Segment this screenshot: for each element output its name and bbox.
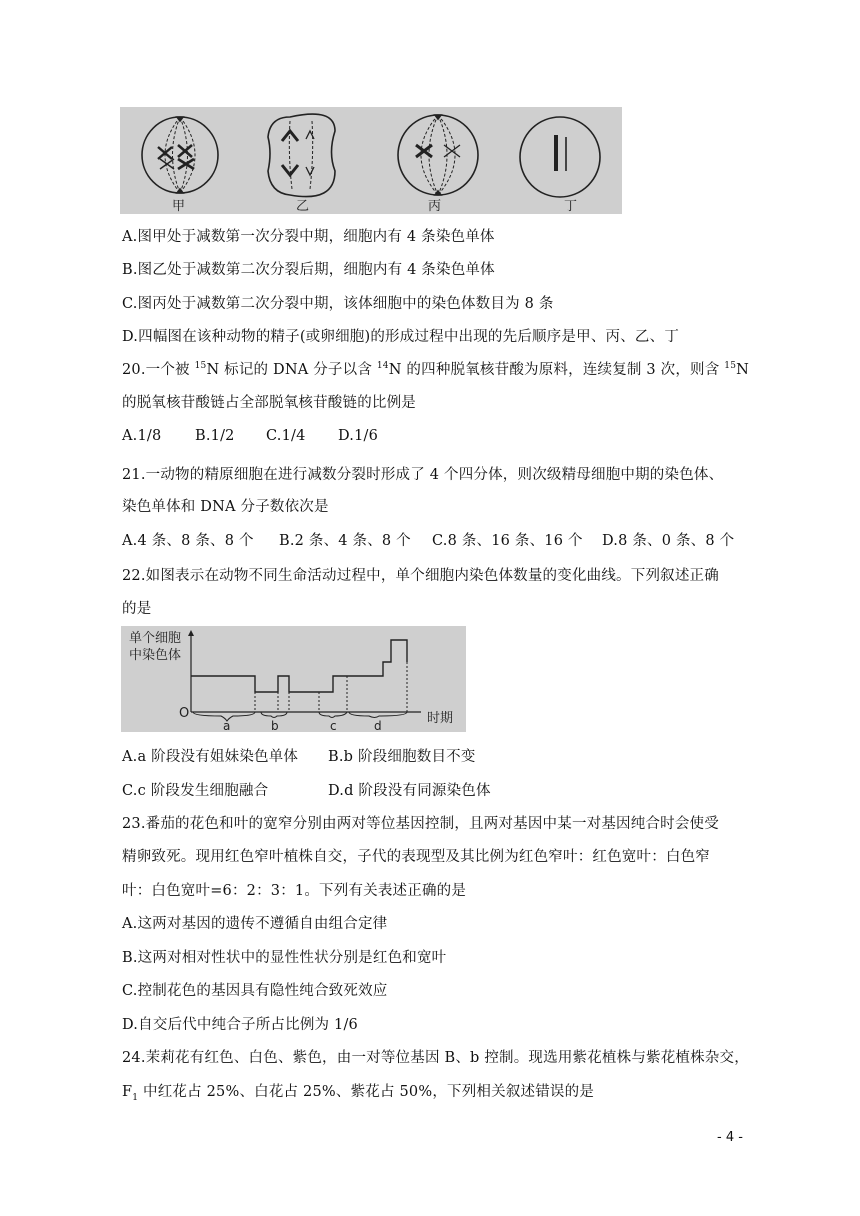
q21-option-c: C.8 条、16 条、16 个 [432,533,583,549]
q21-option-d: D.8 条、0 条、8 个 [602,533,735,549]
q22-stem-line2: 的是 [122,601,152,617]
label-ding: 丁 [564,199,578,214]
chromosome-chart-svg [121,626,466,732]
q22-options-row1 [122,745,476,766]
brace-d [349,712,407,718]
cell-bing [398,115,478,195]
q23-option-d: D.自交后代中纯合子所占比例为 1/6 [122,1017,358,1033]
segment-b: b [271,719,279,732]
cell-division-figure [120,107,622,214]
label-yi: 乙 [296,199,310,214]
q22-option-a: A.a 阶段没有姐妹染色单体 [122,749,299,765]
q23-option-a: A.这两对基因的遗传不遵循自由组合定律 [122,916,388,932]
q22-option-d: D.d 阶段没有同源染色体 [328,783,491,799]
q20-options [122,428,378,444]
q21-option-a: A.4 条、8 条、8 个 [122,533,254,549]
brace-c [319,712,347,718]
q24-stem-line1: 24.茉莉花有红色、白色、紫色，由一对等位基因 B、b 控制。现选用紫花植株与紫花植株杂交， [122,1050,749,1066]
q23-stem-line1: 23.番茄的花色和叶的宽窄分别由两对等位基因控制，且两对基因中某一对基因纯合时会使受 [122,816,719,832]
q20-option-b: B.1/2 [195,428,235,444]
q20-option-d: D.1/6 [338,428,379,444]
label-bing: 丙 [428,199,442,214]
chromosome-chart [121,626,466,732]
label-jia: 甲 [172,199,186,214]
chart-origin: O [179,706,190,721]
q23-stem-line3: 叶：白色宽叶=6：2：3：1。下列有关表述正确的是 [122,883,467,899]
brace-b [261,712,287,718]
q20-stem-line1: 20.一个被 $^{15}$N 标记的 DNA 分子以含 $^{14}$N 的四种脱氧核苷酸为原料，连续复制 3 次，则含 $^{15}$N [122,361,750,378]
chart-ylabel-line2: 中染色体 [129,648,182,663]
chart-curve [191,640,407,692]
q21-stem-line1: 21.一动物的精原细胞在进行减数分裂时形成了 4 个四分体，则次级精母细胞中期的染色体、 [122,467,724,483]
q19-option-d: D.四幅图在该种动物的精子(或卵细胞)的形成过程中出现的先后顺序是甲、丙、乙、丁 [122,329,680,345]
cell-figure-svg [120,107,622,214]
q24-stem-line2: $F_1$ 中红花占 25%、白花占 25%、紫花占 50%，下列相关叙述错误的是 [122,1084,595,1103]
cell-yi [268,114,335,197]
q23-option-c: C.控制花色的基因具有隐性纯合致死效应 [122,983,388,999]
segment-c: c [330,719,337,732]
q21-stem-line2: 染色单体和 DNA 分子数依次是 [122,499,329,515]
segment-d: d [374,719,382,732]
q20-stem-line2: 的脱氧核苷酸链占全部脱氧核苷酸链的比例是 [122,395,416,411]
segment-a: a [223,719,231,732]
q23-stem-line2: 精卵致死。现用红色窄叶植株自交，子代的表现型及其比例为红色窄叶：红色宽叶：白色窄 [122,849,710,865]
page-number: - 4 - [717,1130,743,1145]
q20-option-c: C.1/4 [266,428,306,444]
q19-option-c: C.图丙处于减数第二次分裂中期，该体细胞中的染色体数目为 8 条 [122,296,554,312]
cell-jia [142,117,218,193]
chart-y-arrow [188,630,194,636]
q22-options-row2 [122,779,491,800]
q19-option-b: B.图乙处于减数第二次分裂后期，细胞内有 4 条染色单体 [122,262,495,278]
q23-option-b: B.这两对相对性状中的显性性状分别是红色和宽叶 [122,950,447,966]
q19-option-a: A.图甲处于减数第一次分裂中期，细胞内有 4 条染色单体 [122,229,495,245]
q22-option-b: B.b 阶段细胞数目不变 [328,749,476,765]
q20-option-a: A.1/8 [122,428,162,444]
q21-option-b: B.2 条、4 条、8 个 [279,533,411,549]
chart-ylabel-line1: 单个细胞 [129,631,182,646]
chart-xlabel: 时期 [427,711,454,726]
q22-stem-line1: 22.如图表示在动物不同生命活动过程中，单个细胞内染色体数量的变化曲线。下列叙述正确 [122,568,719,584]
cell-ding [520,117,600,197]
q22-option-c: C.c 阶段发生细胞融合 [122,783,269,799]
q21-options [122,529,734,550]
